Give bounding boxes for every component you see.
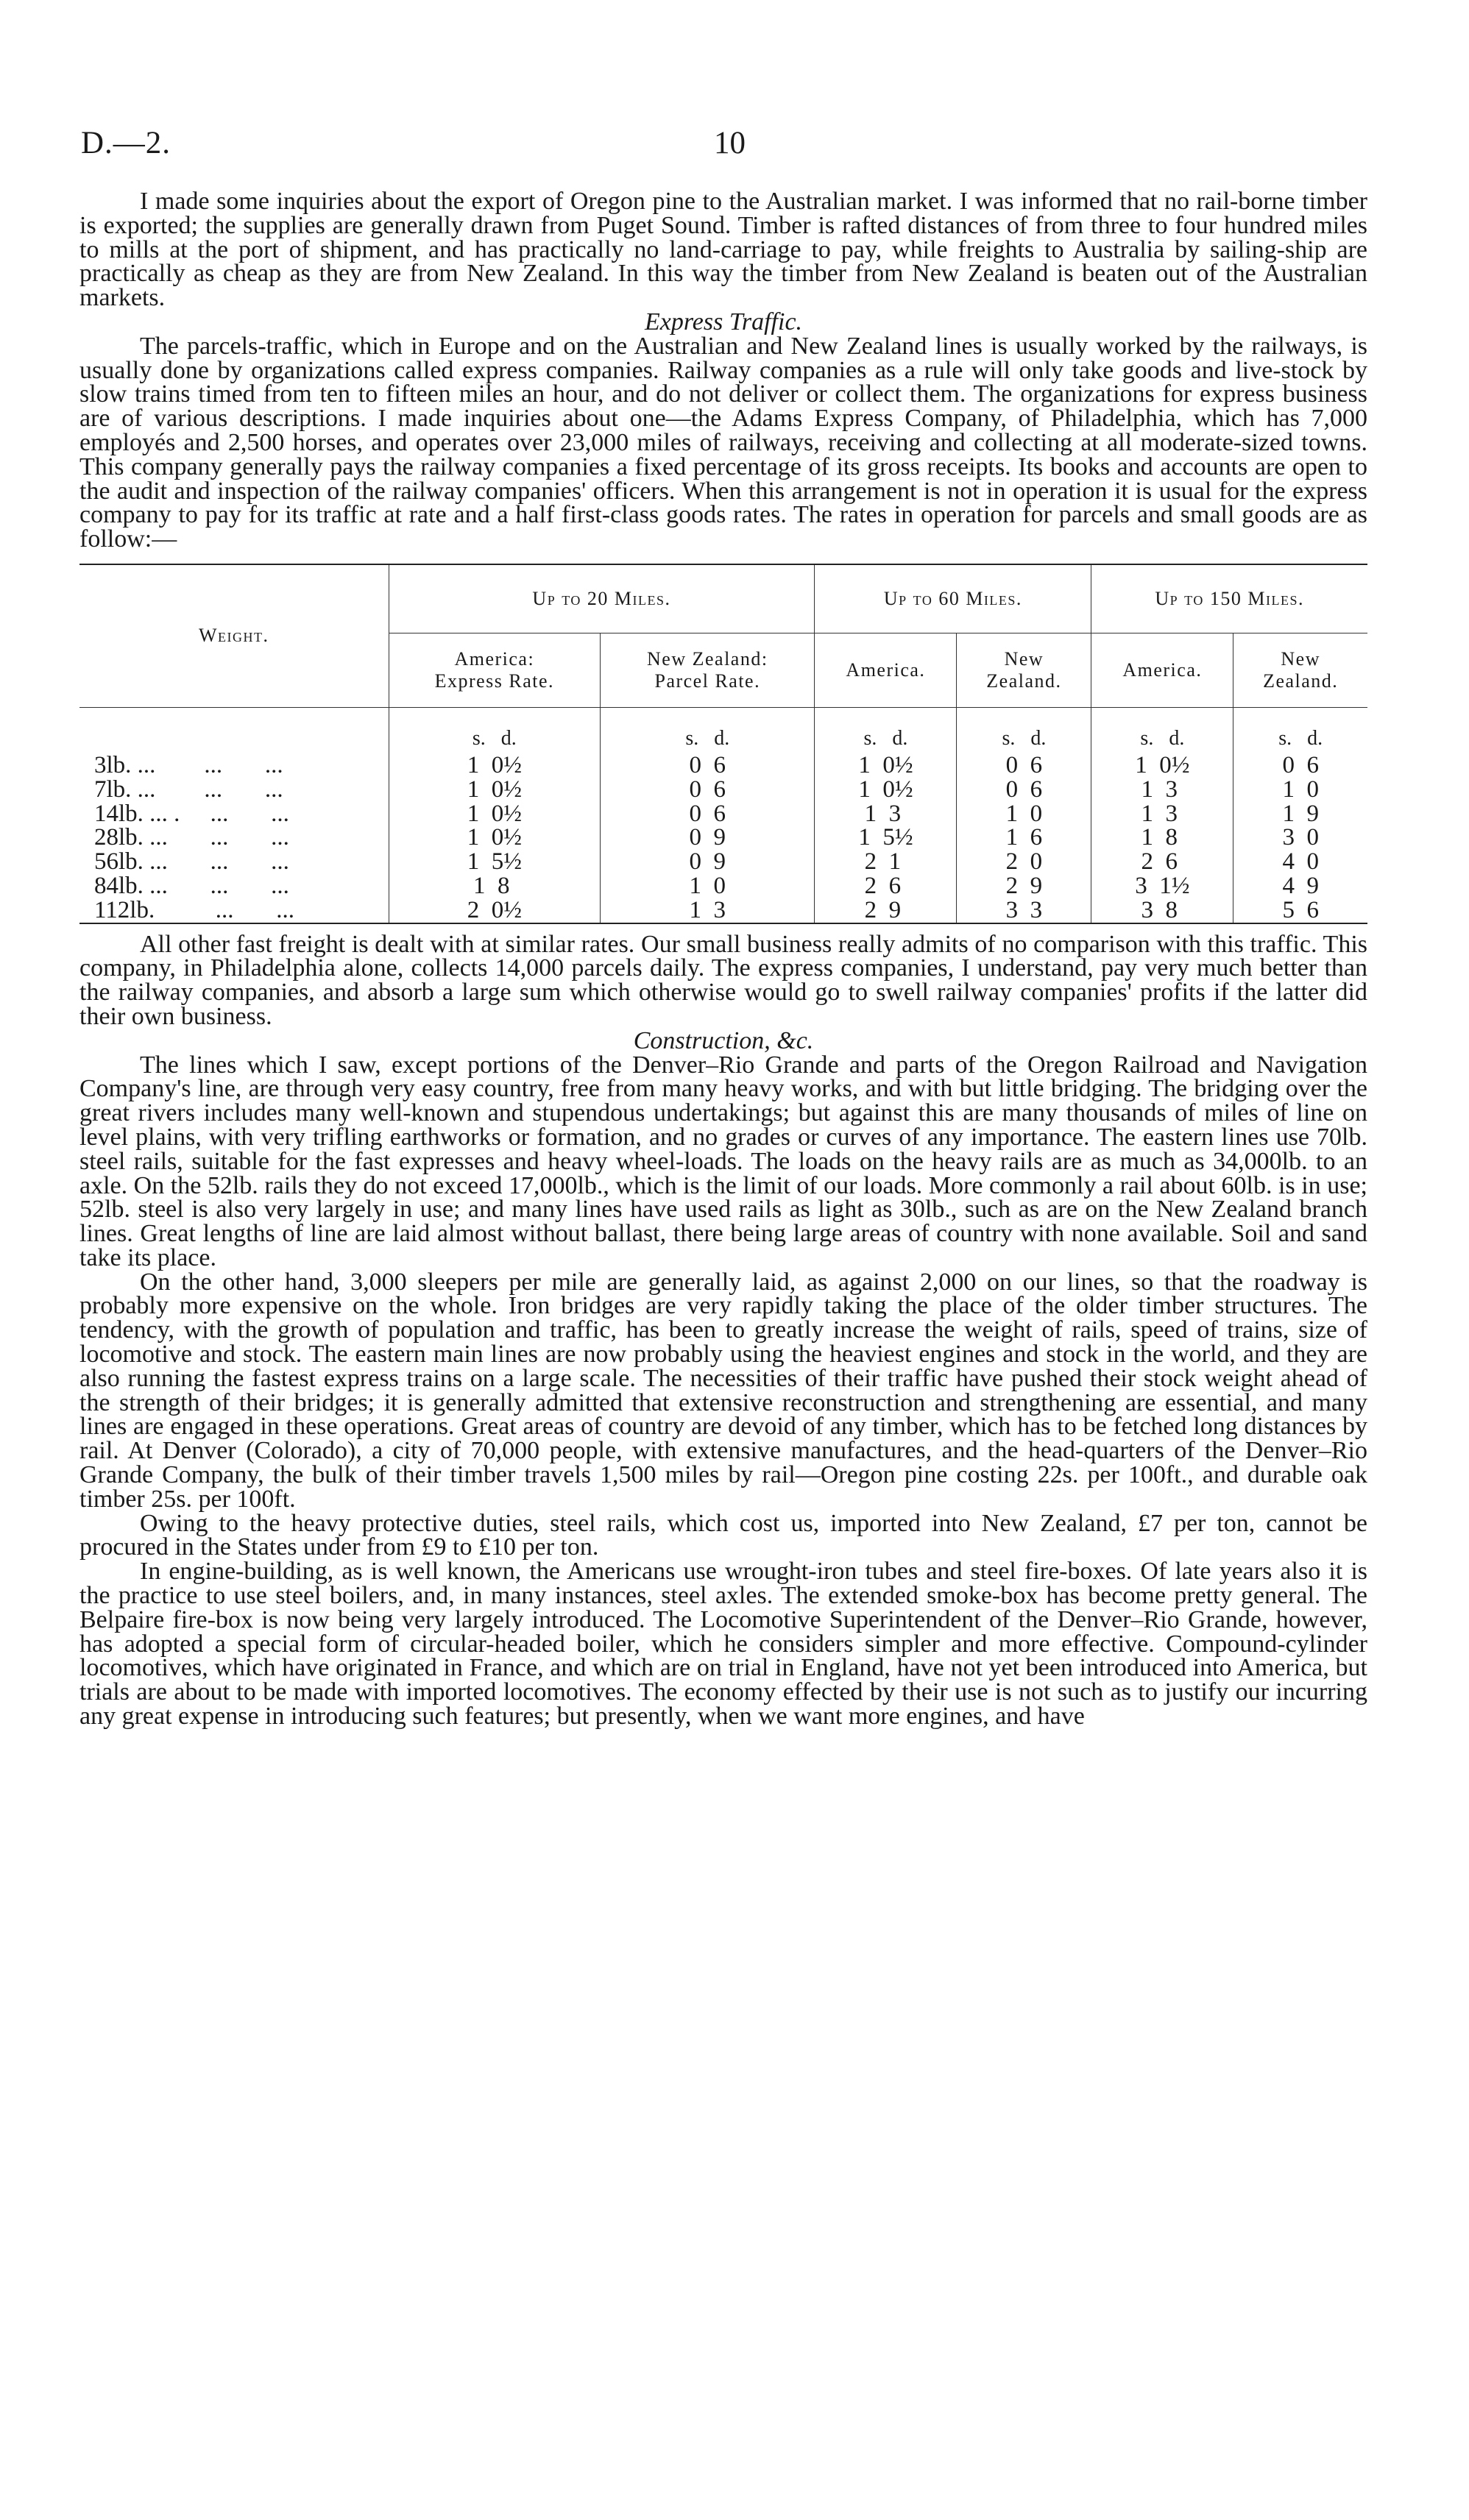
rates-table-wrapper bbox=[79, 564, 1367, 924]
sd-label: s. d. bbox=[1002, 726, 1047, 750]
page-header bbox=[81, 125, 1369, 169]
column-america-60 bbox=[815, 707, 957, 923]
rate-cell: 3 3 bbox=[1005, 896, 1043, 923]
subhead-america-60: America. bbox=[815, 633, 957, 707]
rate-cell: 1 9 bbox=[1282, 800, 1319, 827]
weight-cell: 7lb. ... ... ... bbox=[94, 775, 283, 803]
rate-cell: 1 0 bbox=[1005, 800, 1043, 827]
rate-cell: 1 8 bbox=[472, 872, 516, 899]
sd-label: s. d. bbox=[863, 726, 908, 750]
sd-label: s. d. bbox=[685, 726, 730, 750]
rate-cell: 1 3 bbox=[864, 800, 907, 827]
rate-cell: 1 0½ bbox=[467, 775, 522, 803]
rate-cell: 1 6 bbox=[1005, 824, 1043, 851]
body-text bbox=[79, 190, 1367, 1729]
weight-cell: 14lb. ... . ... ... bbox=[94, 800, 289, 827]
rate-cell: 1 3 bbox=[689, 896, 726, 923]
rate-cell: 5 6 bbox=[1282, 896, 1319, 923]
weight-cell: 28lb. ... ... ... bbox=[94, 824, 289, 851]
rate-cell: 2 6 bbox=[1141, 848, 1184, 876]
rate-cell: 2 9 bbox=[864, 896, 907, 923]
heading-express-traffic: Express Traffic. bbox=[644, 308, 803, 336]
rate-cell: 1 0½ bbox=[467, 800, 522, 827]
parcel-rates-table bbox=[79, 564, 1367, 924]
rate-cell: 0 6 bbox=[1282, 751, 1319, 778]
rate-cell: 1 3 bbox=[1141, 800, 1184, 827]
rate-cell: 0 9 bbox=[689, 824, 726, 851]
paragraph-steel-rails-duties: Owing to the heavy protective duties, steel rails, which cost us, imported into New Zealand, £7 per ton, cannot be procured in the States under from £9 to £10 per ton. bbox=[79, 1509, 1367, 1561]
rate-cell: 1 8 bbox=[1141, 824, 1184, 851]
column-america-20 bbox=[389, 707, 601, 923]
rate-cell: 1 0½ bbox=[1135, 751, 1190, 778]
weight-cell: 3lb. ... ... ... bbox=[94, 751, 283, 778]
weight-cell: 84lb. ... ... ... bbox=[94, 872, 289, 899]
sd-label: s. d. bbox=[472, 726, 517, 750]
rate-cell: 2 9 bbox=[1005, 872, 1043, 899]
subhead-america-150: America. bbox=[1091, 633, 1233, 707]
paragraph-express-companies: The parcels-traffic, which in Europe and on the Australian and New Zealand lines is usually worked by the railways, is usually done by organizations called express companies. Railway companies as a rule will only take goods and live-stock by slow trains timed from ten to fifteen miles an hour, and do not deliver or collect them. The organizations for express business are of various descriptions. I made inquiries about one—the Adams Express Company, of Philadelphia, which has 7,000 employés and 2,500 horses, and operates over 23,000 miles of railways, receiving and collecting at all moderate-sized towns. This company generally pays the railway companies a fixed percentage of its gross receipts. Its books and accounts are open to the audit and inspection of the railway companies' officers. When this arrangement is not in operation it is usual for the express company to pay for its traffic at rate and a half first-class goods rates. The rates in operation for parcels and small goods are as follow:— bbox=[79, 332, 1367, 553]
rate-cell: 0 6 bbox=[689, 751, 726, 778]
group-header-150-miles: Up to 150 Miles. bbox=[1091, 564, 1367, 633]
rate-cell: 1 0½ bbox=[467, 751, 522, 778]
rate-cell: 1 0½ bbox=[858, 751, 913, 778]
subhead-nz-parcel: New Zealand: Parcel Rate. bbox=[601, 633, 815, 707]
rate-cell: 2 1 bbox=[864, 848, 907, 876]
group-header-60-miles: Up to 60 Miles. bbox=[815, 564, 1091, 633]
column-nz-20 bbox=[601, 707, 815, 923]
subhead-america-express: America: Express Rate. bbox=[389, 633, 601, 707]
sd-label: s. d. bbox=[1140, 726, 1185, 750]
rate-cell: 1 0½ bbox=[467, 824, 522, 851]
rate-cell: 0 6 bbox=[1005, 775, 1043, 803]
sd-label: s. d. bbox=[1278, 726, 1323, 750]
paragraph-engine-building: In engine-building, as is well known, the Americans use wrought-iron tubes and steel fire-boxes. Of late years also it is the practice to use steel boilers, and, in many instances, steel axles. The extended smoke-box has become pretty general. The Belpaire fire-box is now being very largely introduced. The Locomotive Superintendent of the Denver–Rio Grande, however, has adopted a special form of circular-headed boiler, which he considers simpler and more effective. Compound-cylinder locomotives, which have originated in France, and which are on trial in England, have not yet been introduced into America, but trials are about to be made with imported locomotives. The economy effected by their use is not such as to justify our incurring any great expense in introducing such features; but presently, when we want more engines, and have bbox=[79, 1558, 1367, 1731]
weight-cell: 112lb. ... ... bbox=[94, 896, 294, 923]
rate-cell: 2 0½ bbox=[467, 896, 522, 923]
rate-cell: 0 6 bbox=[1005, 751, 1043, 778]
heading-construction: Construction, &c. bbox=[633, 1026, 814, 1054]
rate-cell: 0 9 bbox=[689, 848, 726, 876]
paragraph-sleepers-bridges: On the other hand, 3,000 sleepers per mile are generally laid, as against 2,000 on our lines, so that the roadway is probably more expensive on the whole. Iron bridges are very rapidly taking the place of the older timber structures. The tendency, with the growth of population and traffic, has been to greatly increase the weight of rails, speed of trains, size of locomotive and stock. The eastern main lines are now probably using the heaviest engines and stock in the world, and they are also running the fastest express trains on a large scale. The necessities of their traffic have pushed their stock weight ahead of the strength of their bridges; it is generally admitted that extensive reconstruction and strengthening are essential, and many lines are engaged in these operations. Great areas of country are devoid of any timber, which has to be fetched long distances by rail. At Denver (Colorado), a city of 70,000 people, with extensive manufactures, and the head-quarters of the Denver–Rio Grande Company, the bulk of their timber travels 1,500 miles by rail—Oregon pine costing 22s. per 100ft., and durable oak timber 25s. per 100ft. bbox=[79, 1268, 1367, 1513]
weight-header: Weight. bbox=[79, 564, 389, 708]
column-america-150 bbox=[1091, 707, 1233, 923]
rate-cell: 0 6 bbox=[689, 775, 726, 803]
weights-column bbox=[79, 707, 389, 923]
rate-cell: 2 0 bbox=[1005, 848, 1043, 876]
group-header-20-miles: Up to 20 Miles. bbox=[389, 564, 815, 633]
rate-cell: 4 9 bbox=[1282, 872, 1319, 899]
rate-cell: 0 6 bbox=[689, 800, 726, 827]
subhead-nz-60: New Zealand. bbox=[957, 633, 1091, 707]
rate-cell: 1 0½ bbox=[858, 775, 913, 803]
column-nz-150 bbox=[1233, 707, 1367, 923]
paragraph-fast-freight: All other fast freight is dealt with at similar rates. Our small business really admits of no comparison with this traffic. This company, in Philadelphia alone, collects 14,000 parcels daily. The express companies, I understand, pay very much better than the railway companies, and absorb a large sum which otherwise would go to swell railway companies' profits if the latter did their own business. bbox=[79, 930, 1367, 1030]
rate-cell: 1 5½ bbox=[467, 848, 522, 876]
rate-cell: 2 6 bbox=[864, 872, 907, 899]
paragraph-lines-construction: The lines which I saw, except portions of the Denver–Rio Grande and parts of the Oregon Railroad and Navigation Company's line, are through very easy country, free from many heavy works, and with but little bridging. The bridging over the great rivers includes many well-known and stupendous undertakings; but against this are many thousands of miles of line on level plains, with very trifling earthworks or formation, and no grades or curves of any importance. The eastern lines use 70lb. steel rails, suitable for the fast expresses and heavy wheel-loads. The loads on the heavy rails are as much as 34,000lb. to an axle. On the 52lb. rails they do not exceed 17,000lb., which is the limit of our loads. More commonly a rail about 60lb. is in use; 52lb. steel is also very largely in use; and many lines have used rails as light as 30lb., such as are on the New Zealand branch lines. Great lengths of line are laid almost without ballast, there being large areas of country with none available. Soil and sand take its place. bbox=[79, 1051, 1367, 1271]
rate-cell: 1 0 bbox=[1282, 775, 1319, 803]
paragraph-oregon-pine: I made some inquiries about the export of Oregon pine to the Australian market. I was informed that no rail-borne timber is exported; the supplies are generally drawn from Puget Sound. Timber is rafted distances of from three to four hundred miles to mills at the port of shipment, and has practically no land-carriage to pay, while freights to Australia by sailing-ship are practically as cheap as they are from New Zealand. In this way the timber from New Zealand is beaten out of the Australian markets. bbox=[79, 188, 1367, 312]
rate-cell: 4 0 bbox=[1282, 848, 1319, 876]
column-nz-60 bbox=[957, 707, 1091, 923]
rate-cell: 1 5½ bbox=[858, 824, 913, 851]
rate-cell: 1 0 bbox=[689, 872, 726, 899]
rate-cell: 3 1½ bbox=[1135, 872, 1190, 899]
rate-cell: 3 0 bbox=[1282, 824, 1319, 851]
page-number: 10 bbox=[714, 126, 746, 160]
rate-cell: 3 8 bbox=[1141, 896, 1184, 923]
weight-cell: 56lb. ... ... ... bbox=[94, 848, 289, 876]
subhead-nz-150: New Zealand. bbox=[1233, 633, 1367, 707]
document-reference: D.—2. bbox=[81, 126, 171, 160]
rate-cell: 1 3 bbox=[1141, 775, 1184, 803]
